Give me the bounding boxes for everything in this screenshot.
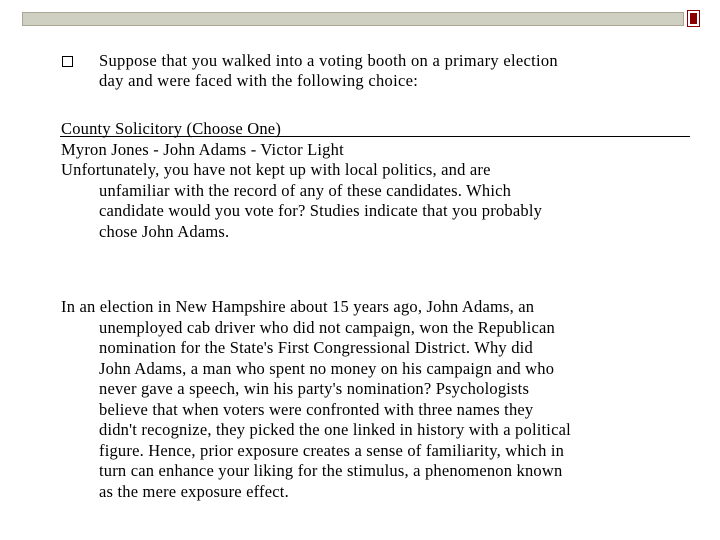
intro-line: Suppose that you walked into a voting booth on a primary election — [99, 51, 558, 70]
intro-line: day and were faced with the following choice: — [99, 71, 419, 90]
explanation-line: as the mere exposure effect. — [99, 481, 289, 501]
ballot-section — [61, 119, 701, 242]
explanation-line: believe that when voters were confronted with three names they — [99, 399, 534, 419]
explanation-line: nomination for the State's First Congressional District. Why did — [99, 338, 533, 357]
explanation-line: John Adams, a man who spent no money on his campaign and who — [99, 358, 555, 378]
question-line: candidate would you vote for? Studies indicate that you probably — [99, 201, 543, 220]
intro-bullet-text — [99, 51, 699, 91]
header-bar — [22, 12, 684, 26]
square-bullet-icon — [62, 56, 73, 67]
header-accent-fill — [690, 13, 697, 24]
ballot-heading: County Solicitory (Choose One) — [61, 119, 282, 138]
question-line: chose John Adams. — [99, 221, 230, 241]
explanation-line: figure. Hence, prior exposure creates a sense of familiarity, which in — [99, 440, 565, 460]
explanation-line: unemployed cab driver who did not campaign, won the Republican — [99, 317, 555, 337]
explanation-line: turn can enhance your liking for the stimulus, a phenomenon known — [99, 461, 563, 480]
explanation-line: didn't recognize, they picked the one linked in history with a political — [99, 420, 571, 439]
explanation-paragraph — [61, 297, 701, 502]
explanation-line: never gave a speech, win his party's nomination? Psychologists — [99, 379, 530, 398]
explanation-line: In an election in New Hampshire about 15 years ago, John Adams, an — [61, 297, 535, 316]
question-line: Unfortunately, you have not kept up with local politics, and are — [61, 160, 491, 179]
header-accent-square — [687, 10, 700, 27]
question-line: unfamiliar with the record of any of these candidates. Which — [99, 180, 512, 200]
ballot-candidates: Myron Jones - John Adams - Victor Light — [61, 139, 344, 159]
